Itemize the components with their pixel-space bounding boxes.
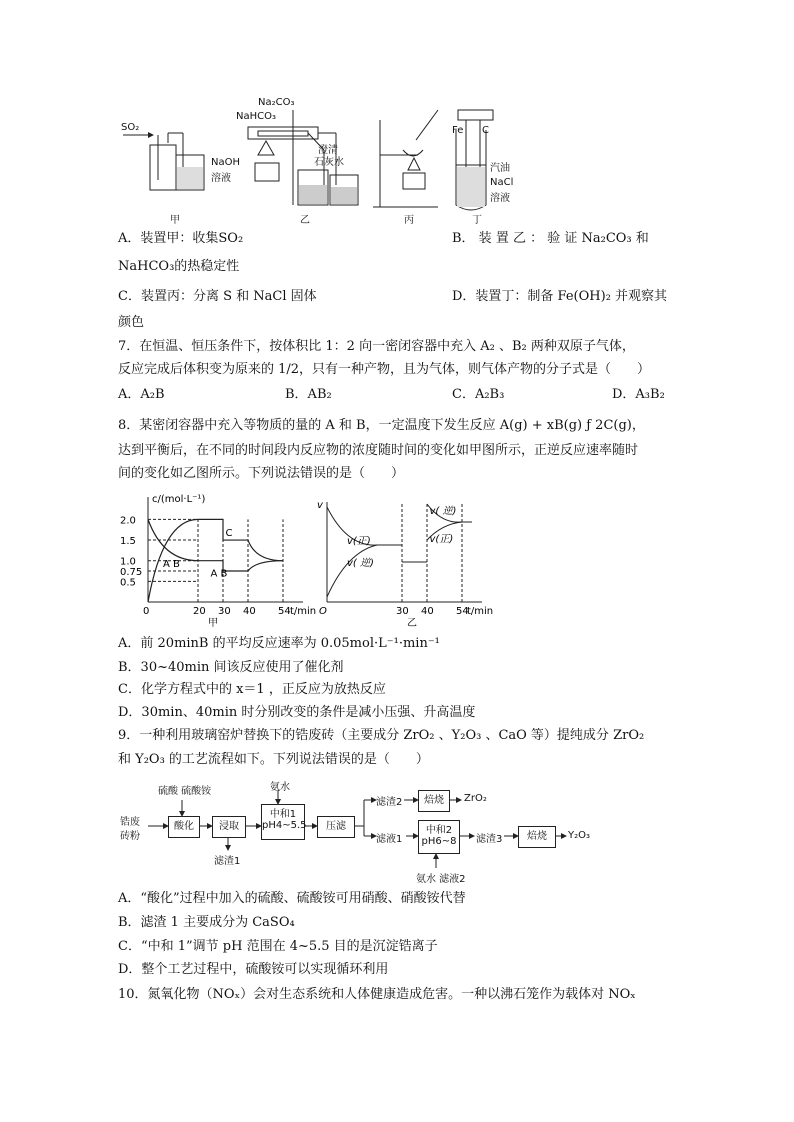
flow-raw-2: 砖粉 bbox=[120, 831, 140, 842]
q8-stem-1: 8．某密闭容器中充入等物质的量的 A 和 B，一定温度下发生反应 A(g) + xB(g) ƒ 2C(g)， bbox=[118, 418, 645, 433]
flow-neutral-2-label: 中和2 bbox=[425, 825, 453, 836]
flow-neutral-1-label: 中和1 bbox=[269, 809, 297, 820]
label-limewater-2: 石灰水 bbox=[314, 157, 344, 168]
x-tick-label: 40 bbox=[243, 606, 256, 617]
q6-option-d-cont: 颜色 bbox=[118, 315, 145, 330]
y-tick-label: 0.75 bbox=[120, 567, 143, 579]
q7-option-c: C．A₂B₃ bbox=[452, 387, 505, 402]
flow-box-leach: 浸取 bbox=[212, 816, 246, 838]
x-tick-label: 54 bbox=[278, 606, 291, 617]
label-nacl-solution: 溶液 bbox=[490, 193, 510, 204]
flow-residue-3: 滤渣3 bbox=[476, 834, 503, 845]
x-tick-label: 54 bbox=[456, 606, 469, 617]
q9-stem-1: 9．一种利用玻璃窑炉替换下的锆废砖（主要成分 ZrO₂ 、Y₂O₃ 、CaO 等）提纯成分 ZrO₂ bbox=[118, 728, 645, 743]
annotation-v-reverse: v( 逆) bbox=[347, 558, 374, 569]
apparatus-figure bbox=[118, 95, 678, 225]
q8-option-a: A．前 20minB 的平均反应速率为 0.05mol·L⁻¹·min⁻¹ bbox=[118, 636, 440, 651]
x-axis-label: t/min bbox=[467, 606, 494, 617]
q6-option-a: A．装置甲：收集SO₂ bbox=[118, 231, 244, 246]
chart-title: 甲 bbox=[208, 618, 218, 629]
q8-stem-2: 达到平衡后，在不同的时间段内反应物的浓度随时间的变化如甲图所示，正逆反应速率随时 bbox=[118, 443, 639, 458]
x-tick-label: 40 bbox=[421, 606, 434, 617]
q7-stem-1: 7．在恒温、恒压条件下，按体积比 1：2 向一密闭容器中充入 A₂ 、B₂ 两种双原子气体， bbox=[118, 339, 635, 354]
q6-option-b-cont: NaHCO₃的热稳定性 bbox=[118, 259, 240, 274]
chart-title: 乙 bbox=[407, 618, 417, 629]
q7-stem-2: 反应完成后体积变为原来的 1/2，只有一种产物，且为气体，则气体产物的分子式是（ ） bbox=[118, 362, 651, 377]
caption-jia: 甲 bbox=[170, 215, 180, 226]
x-axis-label: t/min bbox=[290, 606, 317, 617]
q9-option-c: C．“中和 1”调节 pH 范围在 4~5.5 目的是沉淀锆离子 bbox=[118, 939, 438, 954]
annotation-v-reverse-2: v( 逆) bbox=[429, 506, 457, 517]
q9-option-d: D．整个工艺过程中，硫酸铵可以实现循环利用 bbox=[118, 962, 389, 977]
chart-yi-svg bbox=[312, 490, 494, 629]
origin-label: O bbox=[319, 606, 327, 617]
label-fe: Fe bbox=[452, 125, 464, 136]
label-na2co3: Na₂CO₃ bbox=[258, 97, 295, 108]
caption-yi: 乙 bbox=[300, 215, 310, 226]
annotation-c: C bbox=[225, 527, 233, 539]
flow-residue-2: 滤渣2 bbox=[376, 797, 403, 808]
label-so2: SO₂ bbox=[121, 122, 140, 133]
y-tick-label: 1.0 bbox=[120, 556, 136, 568]
x-tick-label: 0 bbox=[143, 606, 150, 617]
q7-option-d: D．A₃B₂ bbox=[612, 387, 665, 402]
q8-option-b: B．30~40min 间该反应使用了催化剂 bbox=[118, 660, 344, 675]
q7-option-a: A．A₂B bbox=[118, 387, 165, 402]
y-tick-label: 1.5 bbox=[120, 536, 136, 548]
chart-jia-svg bbox=[118, 490, 317, 629]
label-nahco3: NaHCO₃ bbox=[236, 111, 276, 122]
q6-option-d: D．装置丁：制备 Fe(OH)₂ 并观察其 bbox=[452, 289, 668, 304]
flow-product-zro2: ZrO₂ bbox=[464, 793, 487, 804]
flow-box-acidify: 酸化 bbox=[168, 816, 200, 838]
y-tick-label: 0.5 bbox=[120, 577, 136, 589]
flow-residue-1: 滤渣1 bbox=[214, 856, 241, 867]
caption-ding: 丁 bbox=[472, 215, 482, 226]
q7-option-b: B．AB₂ bbox=[285, 387, 332, 402]
flow-filtrate-1: 滤液1 bbox=[376, 834, 403, 845]
label-c: C bbox=[482, 125, 489, 136]
chart-yi bbox=[312, 490, 494, 629]
x-tick-label: 30 bbox=[218, 606, 231, 617]
label-nacl: NaCl bbox=[490, 177, 514, 188]
label-oil: 汽油 bbox=[490, 163, 510, 174]
annotation-ab-1: A B bbox=[163, 558, 180, 570]
q8-option-c: C．化学方程式中的 x＝1 ，正反应为放热反应 bbox=[118, 682, 386, 697]
apparatus-drawing bbox=[118, 95, 678, 225]
y-axis-label: c/(mol·L⁻¹) bbox=[152, 494, 206, 505]
x-tick-label: 30 bbox=[396, 606, 409, 617]
label-naoh-solution: 溶液 bbox=[211, 173, 231, 184]
chart-jia bbox=[118, 490, 317, 629]
annotation-v-forward: v(正) bbox=[347, 536, 371, 547]
caption-bing: 丙 bbox=[404, 215, 414, 226]
series-line-reverse bbox=[327, 545, 402, 597]
flow-product-y2o3: Y₂O₃ bbox=[568, 830, 590, 841]
y-axis-label: v bbox=[317, 500, 323, 511]
q8-option-d: D．30min、40min 时分别改变的条件是减小压强、升高温度 bbox=[118, 705, 476, 720]
label-limewater-1: 澄清 bbox=[318, 145, 338, 156]
q9-option-a: A．“酸化”过程中加入的硫酸、硫酸铵可用硝酸、硝酸铵代替 bbox=[118, 891, 466, 906]
q9-option-b: B．滤渣 1 主要成分为 CaSO₄ bbox=[118, 915, 295, 930]
annotation-v-forward-2: v(正) bbox=[429, 534, 454, 545]
q9-stem-2: 和 Y₂O₃ 的工艺流程如下。下列说法错误的是（ ） bbox=[118, 752, 429, 767]
q10-stem: 10．氮氧化物（NOₓ）会对生态系统和人体健康造成危害。一种以沸石笼作为载体对 NOₓ bbox=[118, 987, 636, 1002]
flow-bottom-reagents: 氨水 滤液2 bbox=[416, 874, 466, 885]
flow-reagents-top: 硫酸 硫酸铵 bbox=[158, 786, 212, 797]
flow-box-roast-1: 焙烧 bbox=[418, 790, 450, 812]
series-line-forward bbox=[327, 507, 427, 562]
label-naoh: NaOH bbox=[211, 157, 240, 168]
flow-box-filter: 压滤 bbox=[317, 816, 355, 838]
flow-raw-1: 锆废 bbox=[120, 817, 140, 828]
flow-neutral-2-ph: pH6~8 bbox=[421, 836, 457, 847]
flow-box-neutral-2 bbox=[418, 820, 460, 854]
flow-ammonia-top: 氨水 bbox=[270, 782, 290, 793]
q6-option-c: C．装置丙：分离 S 和 NaCl 固体 bbox=[118, 289, 317, 304]
annotation-ab-2: A B bbox=[210, 568, 228, 580]
q6-option-b: B． 装 置 乙 ： 验 证 Na₂CO₃ 和 bbox=[452, 231, 649, 246]
process-flowchart bbox=[118, 778, 598, 888]
flow-neutral-1-ph: pH4~5.5 bbox=[262, 820, 307, 831]
y-tick-label: 2.0 bbox=[120, 515, 136, 527]
flow-box-neutral-1 bbox=[261, 804, 305, 840]
x-tick-label: 20 bbox=[193, 606, 206, 617]
q8-stem-3: 间的变化如乙图所示。下列说法错误的是（ ） bbox=[118, 466, 405, 481]
flow-box-roast-2: 焙烧 bbox=[518, 826, 556, 848]
